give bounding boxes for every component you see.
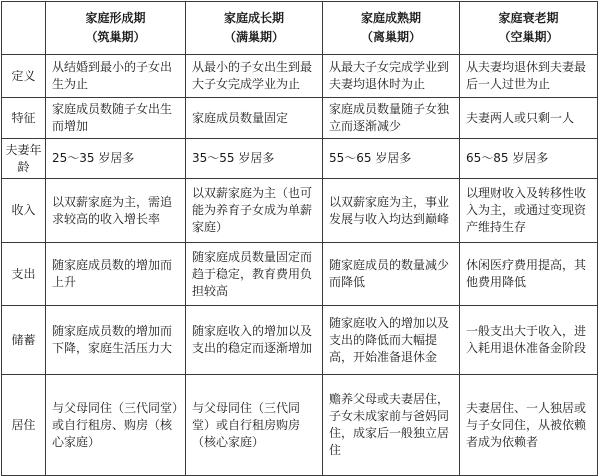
table-cell: 家庭成员数随子女出生而增加 — [46, 98, 186, 139]
table-cell: 与父母同住（三代同堂）或自行租房购房（核心家庭） — [186, 375, 323, 476]
stage-name: 家庭成熟期 — [360, 11, 421, 25]
family-lifecycle-table — [1, 1, 598, 476]
table-cell: 一般支出大于收入，进入耗用退休准备金阶段 — [460, 306, 598, 375]
table-cell: 随家庭收入的增加以及支出的稳定而逐渐增加 — [186, 306, 323, 375]
row-label: 收入 — [2, 179, 46, 243]
table-cell: 以双薪家庭为主（也可能为养育子女成为单薪家庭） — [186, 179, 323, 243]
header-stage-maturity — [323, 2, 460, 55]
table-cell: 55～65 岁居多 — [323, 139, 460, 179]
row-label: 居住 — [2, 375, 46, 476]
table-cell: 随家庭成员数的增加而上升 — [46, 243, 186, 306]
table-cell: 与父母同住（三代同堂）或自行租房、购房（核心家庭） — [46, 375, 186, 476]
row-label: 定义 — [2, 55, 46, 98]
table-cell: 以双薪家庭为主，事业发展与收入均达到巅峰 — [323, 179, 460, 243]
table-cell: 夫妻两人或只剩一人 — [460, 98, 598, 139]
table-row-savings — [2, 306, 598, 375]
table-cell: 随家庭收入的增加以及支出的降低而大幅提高，开始准备退休金 — [323, 306, 460, 375]
table-row-feature — [2, 98, 598, 139]
table-cell: 家庭成员数量随子女独立而逐渐减少 — [323, 98, 460, 139]
header-corner-cell — [2, 2, 46, 55]
row-label: 夫妻年龄 — [2, 139, 46, 179]
table-cell: 25～35 岁居多 — [46, 139, 186, 179]
stage-name: 家庭成长期 — [223, 11, 284, 25]
stage-subtitle: （离巢期） — [360, 30, 421, 44]
table-cell: 休闲医疗费用提高，其他费用降低 — [460, 243, 598, 306]
table-cell: 家庭成员数量固定 — [186, 98, 323, 139]
table-cell: 以理财收入及转移性收入为主，或通过变现资产维持生存 — [460, 179, 598, 243]
header-stage-growth — [186, 2, 323, 55]
header-stage-aging — [460, 2, 598, 55]
table-cell: 65～85 岁居多 — [460, 139, 598, 179]
row-label: 特征 — [2, 98, 46, 139]
table-cell: 随家庭成员的数量减少而降低 — [323, 243, 460, 306]
stage-subtitle: （空巢期） — [498, 30, 559, 44]
stage-subtitle: （筑巢期） — [85, 30, 146, 44]
row-label: 支出 — [2, 243, 46, 306]
stage-subtitle: （满巢期） — [223, 30, 284, 44]
table-cell: 随家庭成员数的增加而下降，家庭生活压力大 — [46, 306, 186, 375]
header-stage-formation — [46, 2, 186, 55]
table-cell: 从最小的子女出生到最大子女完成学业为止 — [186, 55, 323, 98]
table-cell: 以双薪家庭为主，需追求较高的收入增长率 — [46, 179, 186, 243]
table-row-residence — [2, 375, 598, 476]
table-cell: 夫妻居住、一人独居或与子女同住，从被依赖者成为依赖者 — [460, 375, 598, 476]
table-cell: 赡养父母或夫妻居住，子女未成家前与爸妈同住，成家后一般独立居住 — [323, 375, 460, 476]
stage-name: 家庭衰老期 — [498, 11, 559, 25]
table-cell: 随家庭成员数量固定而趋于稳定，教育费用负担较高 — [186, 243, 323, 306]
table-row-expense — [2, 243, 598, 306]
table-row-income — [2, 179, 598, 243]
header-row — [2, 2, 598, 55]
table-row-age — [2, 139, 598, 179]
table-row-definition — [2, 55, 598, 98]
table-cell: 从夫妻均退休到夫妻最后一人过世为止 — [460, 55, 598, 98]
stage-name: 家庭形成期 — [85, 11, 146, 25]
table-cell: 从最大子女完成学业到夫妻均退休时为止 — [323, 55, 460, 98]
table-cell: 35～55 岁居多 — [186, 139, 323, 179]
table-cell: 从结婚到最小的子女出生为止 — [46, 55, 186, 98]
row-label: 储蓄 — [2, 306, 46, 375]
